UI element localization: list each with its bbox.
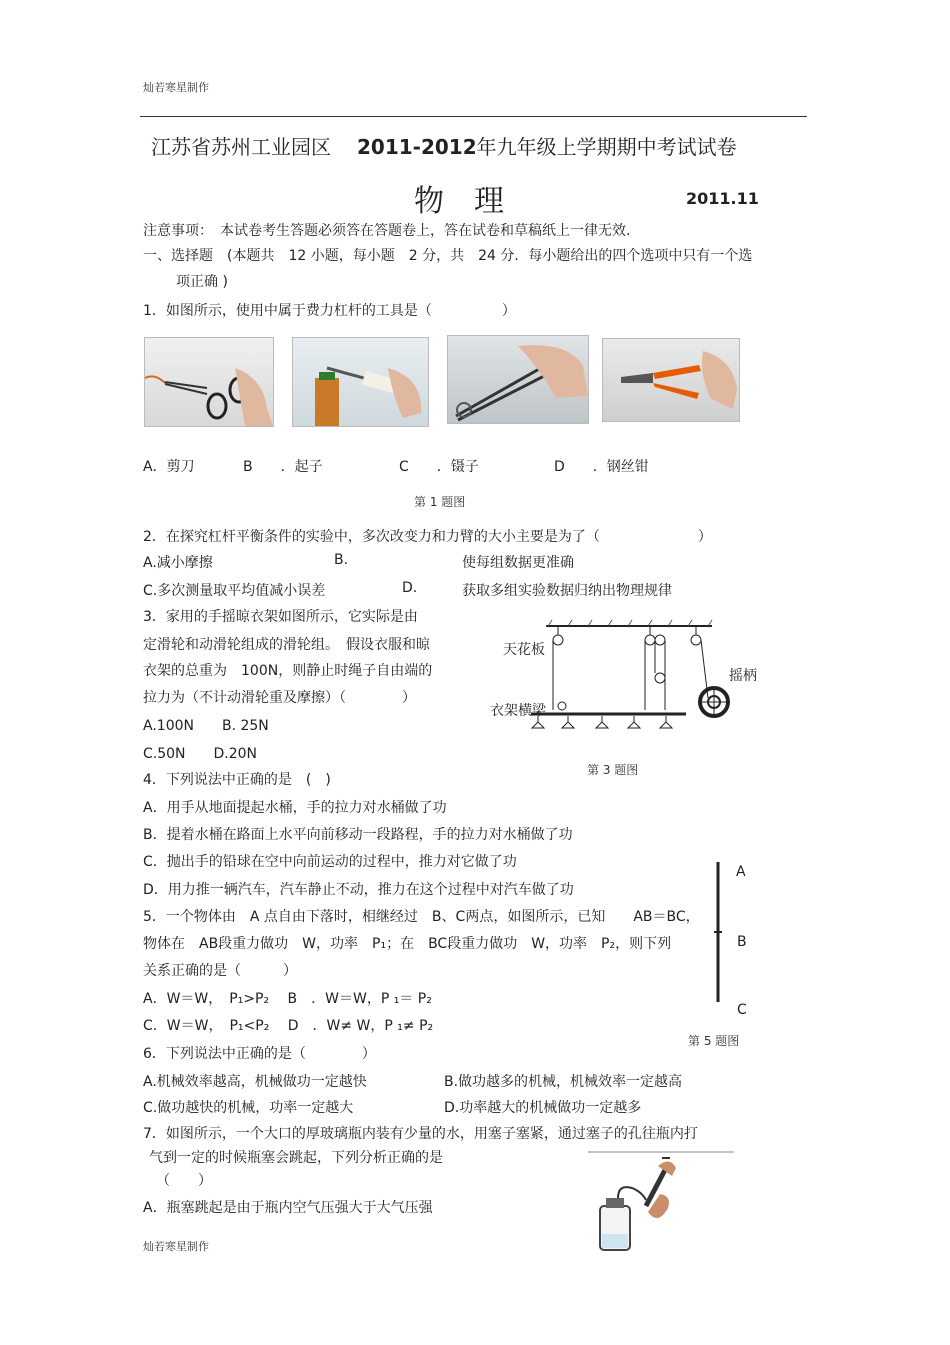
q5-caption: 第 5 题图	[688, 1034, 740, 1048]
q5-line3: 关系正确的是（ ）	[143, 963, 297, 979]
header-rule	[140, 116, 807, 117]
q3-option-cd: C.50N D.20N	[143, 746, 258, 762]
q2-option-b-label: B.	[334, 552, 349, 568]
bottle-opener-photo	[292, 337, 429, 427]
title-region: 江苏省苏州工业园区	[151, 135, 331, 159]
scissors-photo	[144, 337, 274, 427]
tweezers-photo	[447, 335, 589, 424]
title-years: 2011-2012	[357, 135, 477, 159]
q5-fig-point-a: A	[736, 864, 746, 880]
exam-title	[151, 131, 737, 160]
q3-line3: 衣架的总重为 100N，则静止时绳子自由端的	[143, 663, 433, 679]
q1-option-a: A．剪刀	[143, 459, 195, 475]
q4-option-c: C．抛出手的铅球在空中向前运动的过程中，推力对它做了功	[143, 854, 517, 870]
notice: 注意事项： 本试卷考生答题必须答在答题卷上，答在试卷和草稿纸上一律无效.	[143, 223, 631, 239]
q7-line2: 气到一定的时候瓶塞会跳起，下列分析正确的是	[149, 1150, 443, 1166]
q6-option-d: D.功率越大的机械做功一定越多	[444, 1100, 642, 1116]
scissors-icon	[145, 338, 273, 426]
q6-option-b: B.做功越多的机械，机械效率一定越高	[444, 1074, 683, 1090]
q1-option-d: D ．钢丝钳	[554, 459, 649, 475]
q3-fig-rack-label: 衣架横梁	[490, 703, 546, 719]
q4-option-a: A．用手从地面提起水桶，手的拉力对水桶做了功	[143, 800, 447, 816]
section1-line2: 项正确 )	[176, 274, 228, 290]
q2-option-b: 使每组数据更准确	[462, 555, 574, 571]
q5-line1: 5．一个物体由 A 点自由下落时，相继经过 B、C两点，如图所示，已知 AB＝BC，	[143, 909, 700, 925]
subject-title: 物 理	[414, 184, 504, 219]
q5-option-cd: C．W＝W， P₁<P₂ D ．W≠ W，P ₁≠ P₂	[143, 1018, 434, 1034]
q3-line1: 3．家用的手摇晾衣架如图所示，它实际是由	[143, 609, 418, 625]
q6-stem: 6．下列说法中正确的是（ ）	[143, 1046, 376, 1062]
tweezers-icon	[448, 336, 588, 423]
exam-date: 2011.11	[686, 189, 759, 208]
bottle-opener-icon	[293, 338, 428, 426]
bottle-pump-diagram	[588, 1148, 736, 1256]
clothes-rack-diagram	[486, 618, 766, 738]
q2-option-c: C.多次测量取平均值减小误差	[143, 583, 326, 599]
q3-option-ab: A.100N B. 25N	[143, 718, 269, 734]
q5-fig-point-b: B	[737, 934, 747, 950]
q7-line1: 7．如图所示，一个大口的厚玻璃瓶内装有少量的水，用塞子塞紧，通过塞子的孔往瓶内打	[143, 1126, 698, 1142]
q2-option-d: 获取多组实验数据归纳出物理规律	[462, 583, 672, 599]
q4-stem: 4．下列说法中正确的是 ( )	[143, 772, 331, 788]
q1-option-c: C ．镊子	[399, 459, 479, 475]
title-rest: 年九年级上学期期中考试试卷	[476, 135, 737, 159]
footer-watermark: 灿若寒星制作	[143, 1240, 209, 1253]
q3-fig-ceiling-label: 天花板	[503, 642, 545, 658]
falling-object-diagram	[710, 858, 724, 1006]
pliers-photo	[602, 338, 740, 422]
q2-stem: 2．在探究杠杆平衡条件的实验中，多次改变力和力臂的大小主要是为了（ ）	[143, 529, 712, 545]
q3-line4: 拉力为（不计动滑轮重及摩擦）（ ）	[143, 690, 416, 706]
q3-fig-handle-label: 摇柄	[729, 668, 757, 684]
q3-line2: 定滑轮和动滑轮组成的滑轮组。 假设衣服和晾	[143, 637, 430, 653]
q1-caption: 第 1 题图	[414, 495, 466, 509]
header-watermark: 灿若寒星制作	[143, 81, 209, 94]
q3-caption: 第 3 题图	[587, 763, 639, 777]
q5-fig-point-c: C	[737, 1002, 747, 1018]
q2-option-d-label: D.	[402, 580, 418, 596]
q2-option-a: A.减小摩擦	[143, 555, 213, 571]
q5-line2: 物体在 AB段重力做功 W，功率 P₁；在 BC段重力做功 W，功率 P₂，则下列	[143, 936, 672, 952]
pliers-icon	[603, 339, 739, 421]
q1-option-b: B ．起子	[243, 459, 323, 475]
q7-line3: （ ）	[156, 1173, 212, 1189]
section1-line1: 一、选择题 (本题共 12 小题，每小题 2 分，共 24 分．每小题给出的四个选项中只有一个选	[143, 248, 753, 264]
q6-option-a: A.机械效率越高，机械做功一定越快	[143, 1074, 367, 1090]
q7-option-a: A．瓶塞跳起是由于瓶内空气压强大于大气压强	[143, 1200, 433, 1216]
q6-option-c: C.做功越快的机械，功率一定越大	[143, 1100, 354, 1116]
q1-stem: 1．如图所示，使用中属于费力杠杆的工具是（ ）	[143, 303, 516, 319]
q5-option-ab: A．W＝W， P₁>P₂ B ．W＝W，P ₁＝ P₂	[143, 991, 432, 1007]
q4-option-b: B．提着水桶在路面上水平向前移动一段路程，手的拉力对水桶做了功	[143, 827, 573, 843]
q4-option-d: D．用力推一辆汽车，汽车静止不动，推力在这个过程中对汽车做了功	[143, 882, 574, 898]
